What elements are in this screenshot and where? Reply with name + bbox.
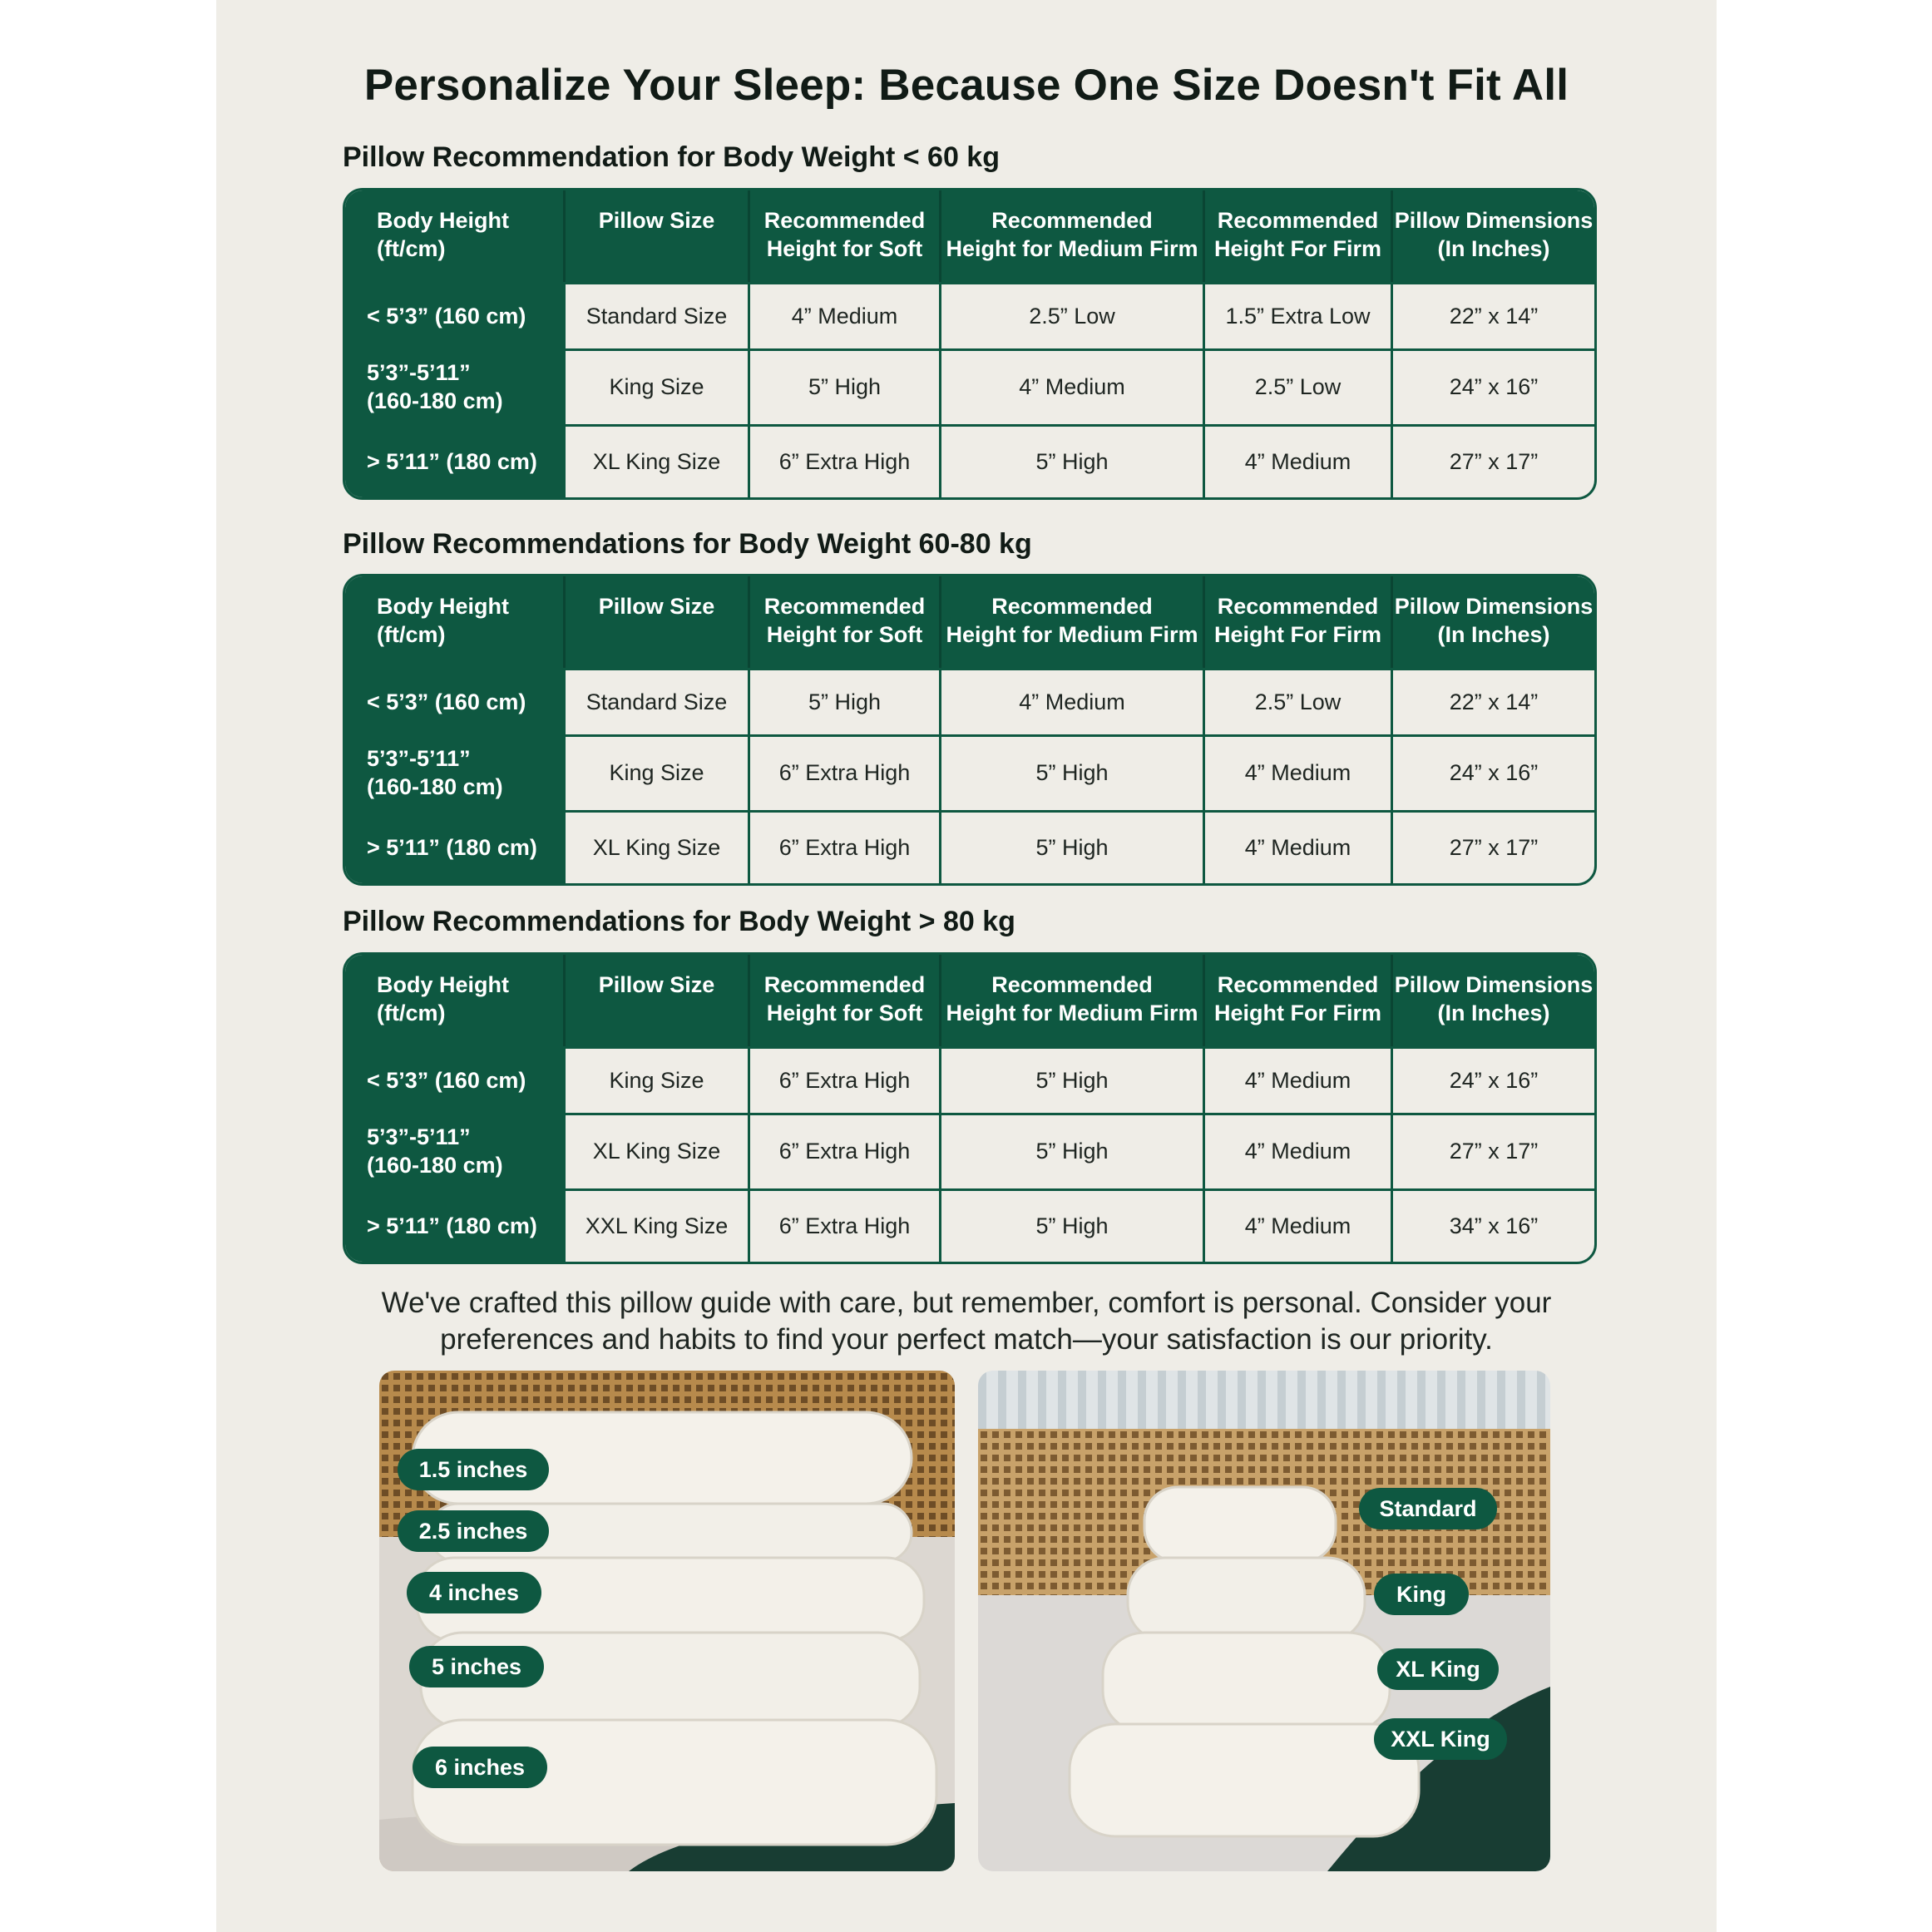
cell-medium-firm: 5” High	[939, 1049, 1203, 1113]
table-row	[345, 1113, 1594, 1188]
cell-dimensions: 27” x 17”	[1391, 427, 1594, 497]
cell-soft: 4” Medium	[748, 284, 939, 348]
header-medium-firm: Recommended Height for Medium Firm	[939, 955, 1203, 1046]
cell-pillow-size: Standard Size	[563, 670, 748, 734]
size-label: King	[1374, 1574, 1469, 1615]
pillow-heights-photo	[379, 1371, 955, 1871]
cell-pillow-size: King Size	[563, 737, 748, 810]
height-label: 2.5 inches	[398, 1510, 549, 1552]
header-firm: Recommended Height For Firm	[1203, 190, 1391, 282]
cell-body-height: 5’3”-5’11” (160-180 cm)	[345, 737, 563, 810]
size-label: Standard	[1359, 1488, 1497, 1529]
header-medium-firm: Recommended Height for Medium Firm	[939, 576, 1203, 668]
cell-pillow-size: Standard Size	[563, 284, 748, 348]
cell-medium-firm: 5” High	[939, 1191, 1203, 1262]
cell-dimensions: 24” x 16”	[1391, 1049, 1594, 1113]
cell-medium-firm: 5” High	[939, 813, 1203, 883]
cell-dimensions: 34” x 16”	[1391, 1191, 1594, 1262]
table-header-row	[345, 190, 1594, 282]
cell-body-height: < 5’3” (160 cm)	[345, 670, 563, 734]
height-label: 4 inches	[407, 1572, 541, 1613]
header-soft: Recommended Height for Soft	[748, 576, 939, 668]
cell-pillow-size: XL King Size	[563, 1115, 748, 1188]
header-body-height: Body Height (ft/cm)	[377, 208, 509, 261]
header-body-height: Body Height (ft/cm)	[377, 972, 509, 1025]
cell-firm: 4” Medium	[1203, 427, 1391, 497]
cell-firm: 4” Medium	[1203, 1115, 1391, 1188]
header-dimensions: Pillow Dimensions (In Inches)	[1391, 576, 1594, 668]
table-row	[345, 668, 1594, 734]
cell-firm: 4” Medium	[1203, 1049, 1391, 1113]
table-row	[345, 348, 1594, 424]
table-over-80kg	[343, 952, 1597, 1264]
cell-medium-firm: 4” Medium	[939, 351, 1203, 424]
pillow-sizes-illustration	[978, 1371, 1550, 1871]
table-under-60kg	[343, 188, 1597, 500]
header-firm: Recommended Height For Firm	[1203, 955, 1391, 1046]
disclaimer-note: We've crafted this pillow guide with care, but remember, comfort is personal. Consider your preferences and habits to find your perfect match—your satisfaction is our priority.	[381, 1287, 1552, 1356]
cell-dimensions: 22” x 14”	[1391, 670, 1594, 734]
cell-body-height: > 5’11” (180 cm)	[345, 1191, 563, 1262]
cell-soft: 6” Extra High	[748, 1049, 939, 1113]
cell-dimensions: 27” x 17”	[1391, 813, 1594, 883]
cell-body-height: 5’3”-5’11” (160-180 cm)	[345, 1115, 563, 1188]
cell-body-height: > 5’11” (180 cm)	[345, 427, 563, 497]
cell-pillow-size: King Size	[563, 1049, 748, 1113]
cell-soft: 6” Extra High	[748, 1191, 939, 1262]
table-row	[345, 734, 1594, 810]
pillow-stack-illustration	[379, 1371, 955, 1871]
header-pillow-size: Pillow Size	[563, 576, 748, 668]
cell-dimensions: 24” x 16”	[1391, 351, 1594, 424]
cell-body-height: 5’3”-5’11” (160-180 cm)	[345, 351, 563, 424]
section-heading-60-80kg: Pillow Recommendations for Body Weight 60-80 kg	[343, 528, 1032, 560]
table-header-row	[345, 576, 1594, 668]
cell-pillow-size: King Size	[563, 351, 748, 424]
page-title: Personalize Your Sleep: Because One Size Doesn't Fit All	[363, 61, 1569, 110]
cell-soft: 6” Extra High	[748, 813, 939, 883]
cell-soft: 6” Extra High	[748, 427, 939, 497]
height-label: 6 inches	[413, 1747, 547, 1788]
cell-pillow-size: XL King Size	[563, 427, 748, 497]
header-pillow-size: Pillow Size	[563, 190, 748, 282]
cell-soft: 5” High	[748, 351, 939, 424]
section-heading-over-80kg: Pillow Recommendations for Body Weight > 80 kg	[343, 906, 1015, 937]
cell-firm: 4” Medium	[1203, 813, 1391, 883]
cell-body-height: < 5’3” (160 cm)	[345, 1049, 563, 1113]
cell-firm: 4” Medium	[1203, 1191, 1391, 1262]
size-label: XXL King	[1374, 1718, 1507, 1760]
height-label: 5 inches	[409, 1646, 544, 1687]
header-soft: Recommended Height for Soft	[748, 955, 939, 1046]
cell-soft: 6” Extra High	[748, 1115, 939, 1188]
table-row	[345, 424, 1594, 497]
header-dimensions: Pillow Dimensions (In Inches)	[1391, 955, 1594, 1046]
cell-medium-firm: 5” High	[939, 427, 1203, 497]
cell-medium-firm: 5” High	[939, 737, 1203, 810]
cell-soft: 6” Extra High	[748, 737, 939, 810]
cell-medium-firm: 4” Medium	[939, 670, 1203, 734]
page	[216, 0, 1717, 1932]
header-pillow-size: Pillow Size	[563, 955, 748, 1046]
cell-pillow-size: XL King Size	[563, 813, 748, 883]
cell-soft: 5” High	[748, 670, 939, 734]
cell-body-height: > 5’11” (180 cm)	[345, 813, 563, 883]
cell-dimensions: 27” x 17”	[1391, 1115, 1594, 1188]
header-medium-firm: Recommended Height for Medium Firm	[939, 190, 1203, 282]
cell-pillow-size: XXL King Size	[563, 1191, 748, 1262]
table-60-80kg	[343, 574, 1597, 886]
height-label: 1.5 inches	[398, 1449, 549, 1490]
section-heading-under-60kg: Pillow Recommendation for Body Weight < 60 kg	[343, 141, 1000, 173]
pillow-sizes-photo	[978, 1371, 1550, 1871]
cell-dimensions: 24” x 16”	[1391, 737, 1594, 810]
cell-medium-firm: 2.5” Low	[939, 284, 1203, 348]
cell-firm: 2.5” Low	[1203, 670, 1391, 734]
cell-firm: 1.5” Extra Low	[1203, 284, 1391, 348]
cell-body-height: < 5’3” (160 cm)	[345, 284, 563, 348]
table-row	[345, 810, 1594, 883]
cell-medium-firm: 5” High	[939, 1115, 1203, 1188]
header-dimensions: Pillow Dimensions (In Inches)	[1391, 190, 1594, 282]
table-row	[345, 1046, 1594, 1113]
header-firm: Recommended Height For Firm	[1203, 576, 1391, 668]
table-header-row	[345, 955, 1594, 1046]
header-soft: Recommended Height for Soft	[748, 190, 939, 282]
table-row	[345, 1188, 1594, 1262]
table-row	[345, 282, 1594, 348]
header-body-height: Body Height (ft/cm)	[377, 594, 509, 647]
cell-firm: 4” Medium	[1203, 737, 1391, 810]
cell-dimensions: 22” x 14”	[1391, 284, 1594, 348]
size-label: XL King	[1377, 1648, 1499, 1690]
cell-firm: 2.5” Low	[1203, 351, 1391, 424]
